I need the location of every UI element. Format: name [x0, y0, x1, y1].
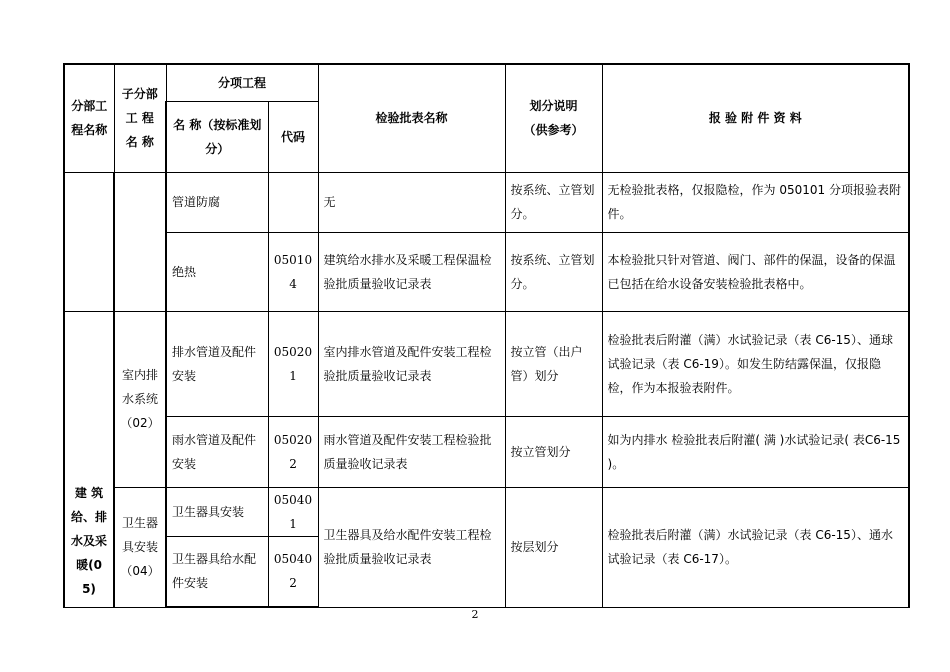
table-row: [64, 172, 909, 232]
header-subitem-name: 名 称（按标准划分）: [166, 101, 268, 172]
subdivision-name: 室内排 水系统 （02）: [114, 311, 166, 487]
subitem-code: 050401: [268, 487, 318, 536]
division-note: 按立管划分: [505, 416, 602, 487]
division-cell-empty: [64, 172, 114, 311]
subdivision-name: 卫生器 具安装 （04）: [114, 487, 166, 607]
header-subdivision-name: 子分部 工 程 名 称: [114, 64, 166, 172]
subitem-code: 050402: [268, 536, 318, 607]
table-row: [64, 487, 909, 536]
subitem-code: 050201: [268, 311, 318, 416]
subitem-name: 管道防腐: [166, 172, 268, 232]
division-note: 按立管（出户管）划分: [505, 311, 602, 416]
inspection-form: 卫生器具及给水配件安装工程检验批质量验收记录表: [318, 487, 505, 607]
table-row: [64, 232, 909, 311]
header-inspection-form: 检验批表名称: [318, 64, 505, 172]
page-number: 2: [471, 608, 479, 621]
table-row: [64, 311, 909, 416]
inspection-form: 建筑给水排水及采暖工程保温检验批质量验收记录表: [318, 232, 505, 311]
attachment-note: 检验批表后附灌（满）水试验记录（表 C6-15）、通水试验记录（表 C6-17）。: [602, 487, 909, 607]
subitem-code: [268, 172, 318, 232]
attachment-note: 无检验批表格，仅报隐检，作为 050101 分项报验表附件。: [602, 172, 909, 232]
header-division-name: 分部工程名称: [64, 64, 114, 172]
division-name: 建 筑 给、排 水及采 暖(05): [64, 311, 114, 607]
subitem-name: 雨水管道及配件安装: [166, 416, 268, 487]
header-subitem-code: 代码: [268, 101, 318, 172]
subitem-code: 050202: [268, 416, 318, 487]
attachment-note: 本检验批只针对管道、阀门、部件的保温，设备的保温已包括在给水设备安装检验批表格中。: [602, 232, 909, 311]
inspection-form: 无: [318, 172, 505, 232]
header-subitem-group: 分项工程: [166, 64, 318, 101]
header-attachments: 报 验 附 件 资 料: [602, 64, 909, 172]
attachment-note: 检验批表后附灌（满）水试验记录（表 C6-15）、通球试验记录（表 C6-19）。如发生防结露保温，仅报隐检，作为本报验表附件。: [602, 311, 909, 416]
inspection-form: 雨水管道及配件安装工程检验批质量验收记录表: [318, 416, 505, 487]
division-note: 按系统、立管划分。: [505, 172, 602, 232]
inspection-form: 室内排水管道及配件安装工程检验批质量验收记录表: [318, 311, 505, 416]
subdivision-cell-empty: [114, 172, 166, 311]
inspection-table: [63, 63, 910, 608]
subitem-name: 卫生器具给水配件安装: [166, 536, 268, 607]
division-note: 按系统、立管划分。: [505, 232, 602, 311]
subitem-name: 绝热: [166, 232, 268, 311]
table-row: [64, 416, 909, 487]
attachment-note: 如为内排水 检验批表后附灌( 满 )水试验记录( 表C6-15 )。: [602, 416, 909, 487]
division-note: 按层划分: [505, 487, 602, 607]
header-division-note: 划分说明 （供参考）: [505, 64, 602, 172]
subitem-name: 卫生器具安装: [166, 487, 268, 536]
subitem-code: 050104: [268, 232, 318, 311]
subitem-name: 排水管道及配件安装: [166, 311, 268, 416]
